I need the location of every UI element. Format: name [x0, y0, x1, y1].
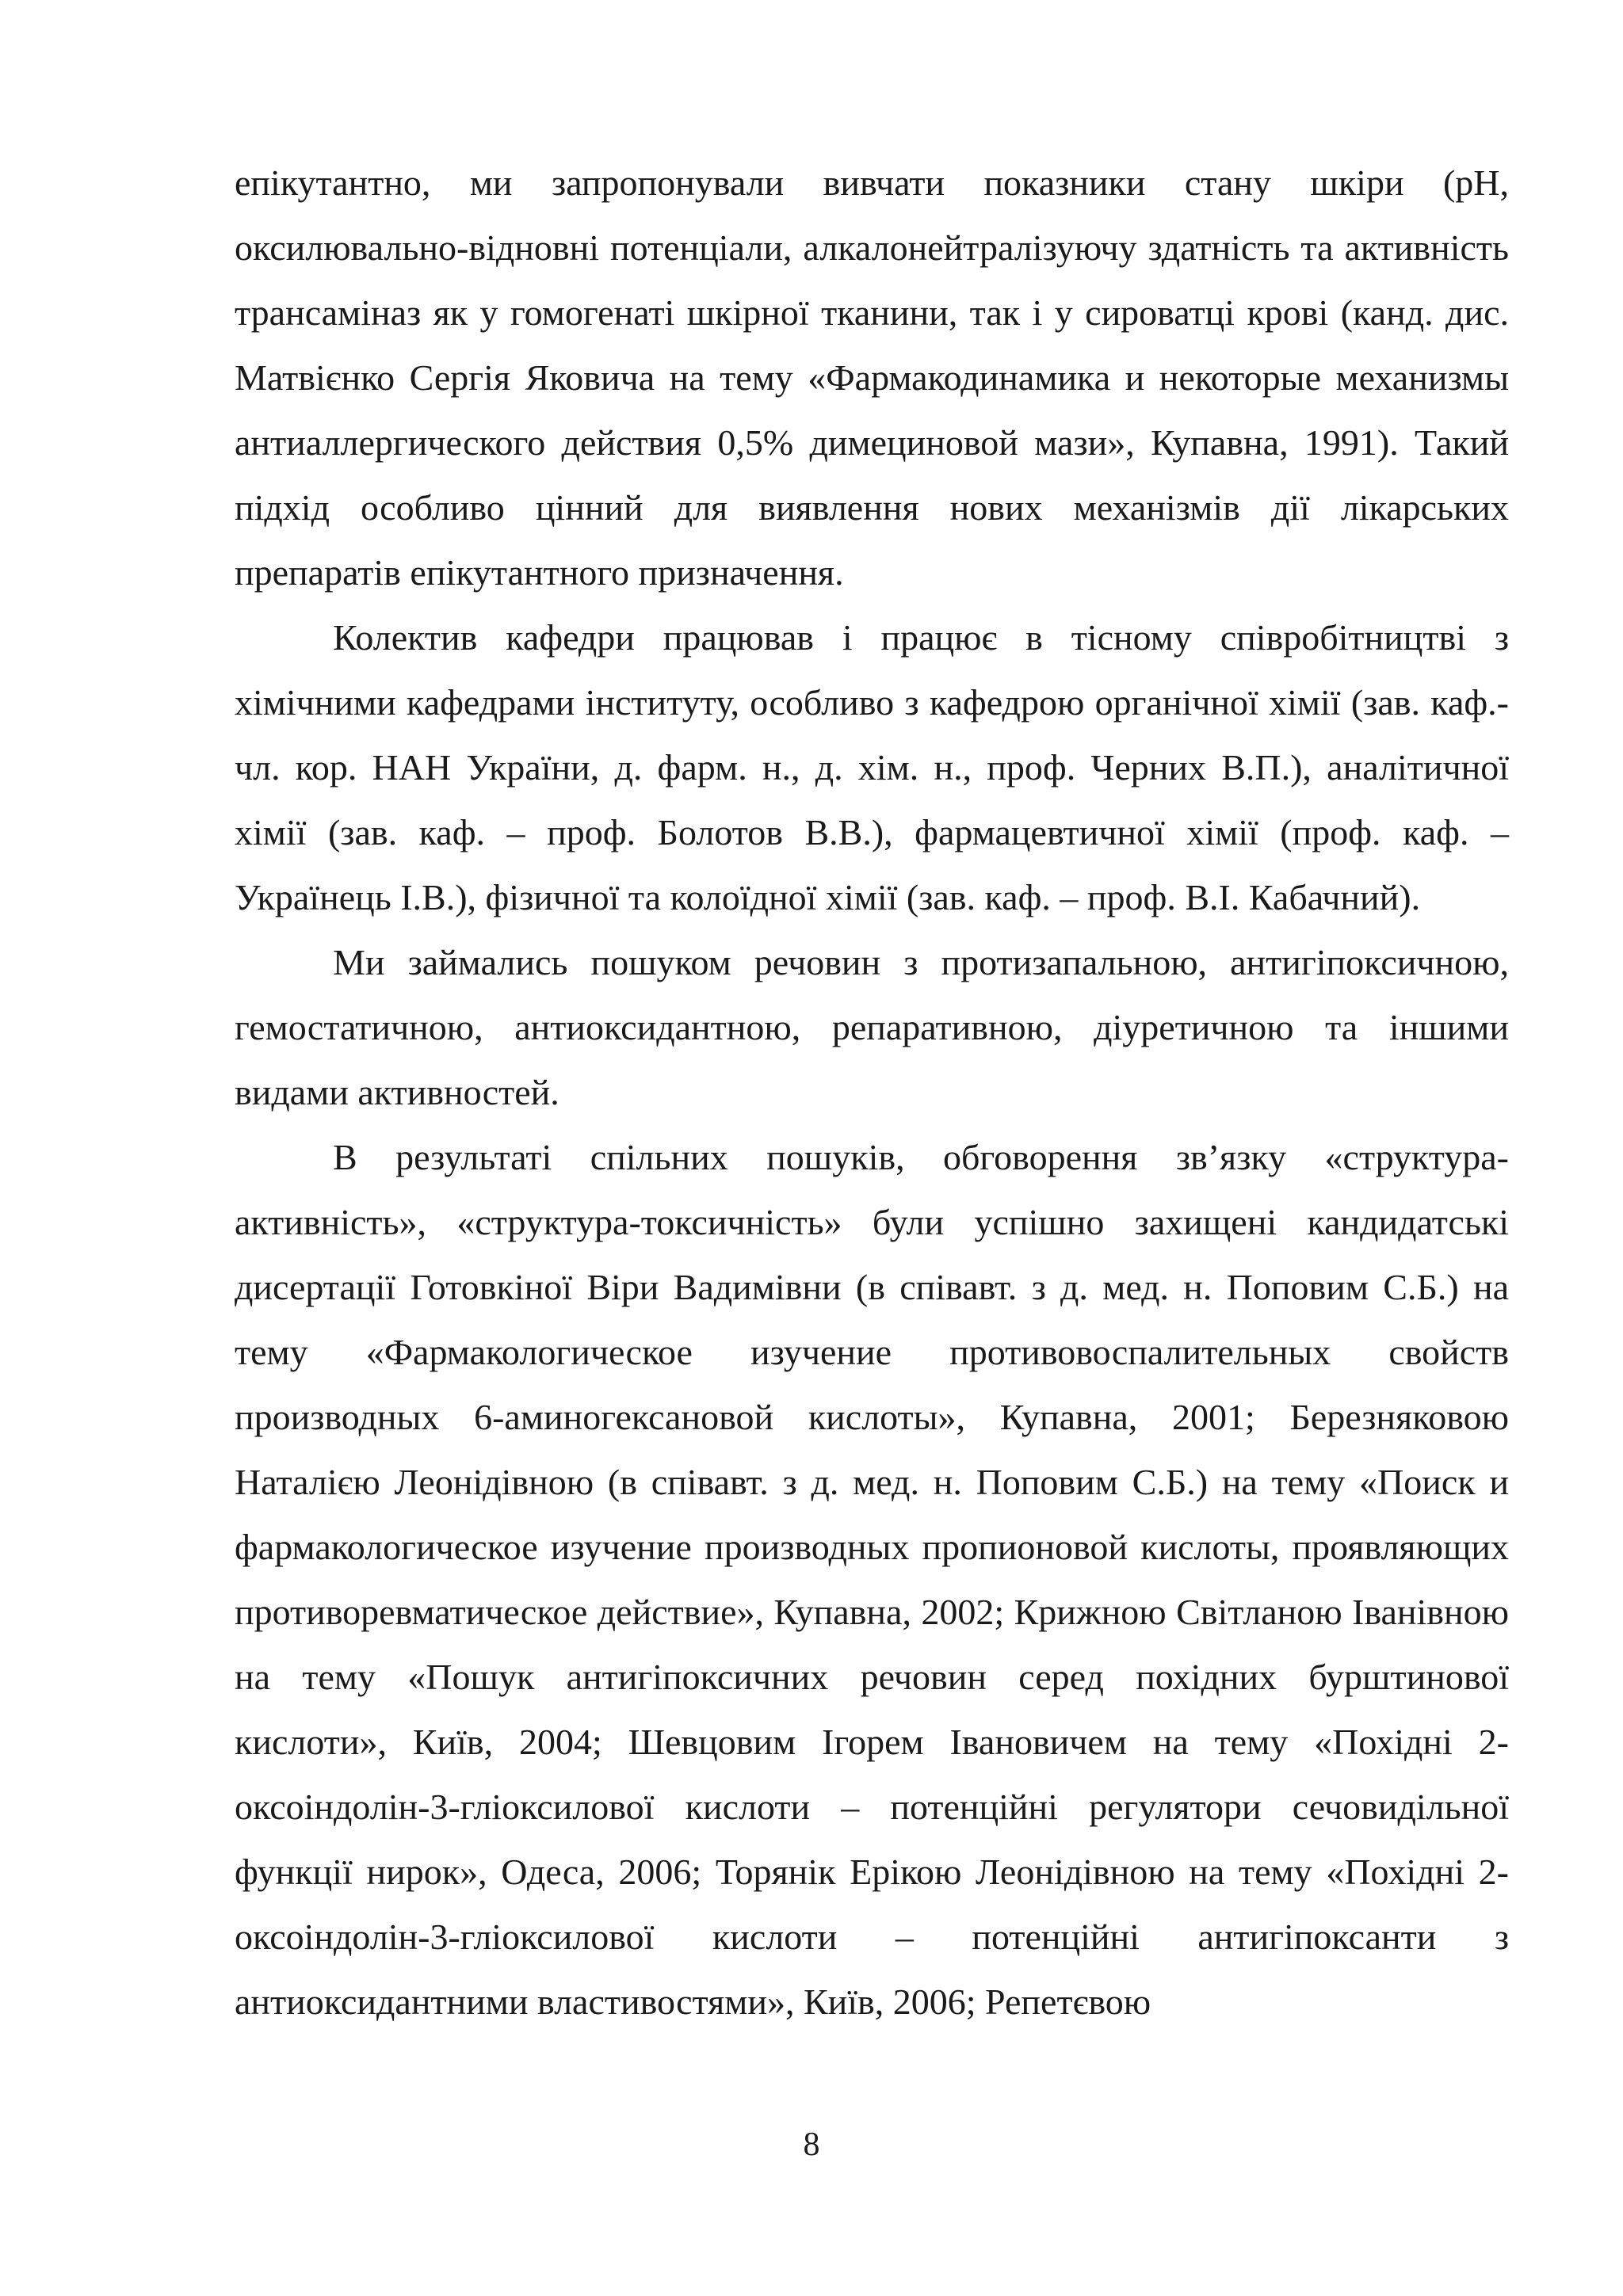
paragraph-continuation: епікутантно, ми запропонували вивчати показники стану шкіри (рН, оксилювально-відновні потенціали, алкалонейтралізуючу здатність та активність трансаміназ як у гомогенаті шкірної тканини, так і у сироватці крові (канд. дис. Матвієнко Сергія Яковича на тему «Фармакодинамика и некоторые механизмы антиаллергического действия 0,5% димециновой мази», Купавна, 1991). Такий підхід особливо цінний для виявлення нових механізмів дії лікарських препаратів епікутантного призначення. — [235, 162, 1509, 593]
page-number: 8 — [803, 2126, 820, 2163]
paragraph-department-collaboration: Колектив кафедри працював і працює в тісному співробітництві з хімічними кафедрами інституту, особливо з кафедрою органічної хімії (зав. каф.-чл. кор. НАН України, д. фарм. н., д. хім. н., проф. Черних В.П.), аналітичної хімії (зав. каф. – проф. Болотов В.В.), фармацевтичної хімії (проф. каф. – Українець І.В.), фізичної та колоїдної хімії (зав. каф. – проф. В.І. Кабачний). — [235, 617, 1509, 917]
paragraph-research-activities: Ми займались пошуком речовин з протизапальною, антигіпоксичною, гемостатичною, антиоксидантною, репаративною, діуретичною та іншими видами активностей. — [235, 942, 1509, 1112]
paragraph-dissertations: В результаті спільних пошуків, обговорення зв’язку «структура-активність», «структура-токсичність» були успішно захищені кандидатські дисертації Готовкіної Віри Вадимівни (в співавт. з д. мед. н. Поповим С.Б.) на тему «Фармакологическое изучение противовоспалительных свойств производных 6-аминогексановой кислоты», Купавна, 2001; Березняковою Наталією Леонідівною (в співавт. з д. мед. н. Поповим С.Б.) на тему «Поиск и фармакологическое изучение производных пропионовой кислоты, проявляющих противоревматическое действие», Купавна, 2002; Крижною Світланою Іванівною на тему «Пошук антигіпоксичних речовин серед похідних бурштинової кислоти», Київ, 2004; Шевцовим Ігорем Івановичем на тему «Похідні 2-оксоіндолін-3-гліоксилової кислоти – потенційні регулятори сечовидільної функції нирок», Одеса, 2006; Торянік Ерікою Леонідівною на тему «Похідні 2-оксоіндолін-3-гліоксилової кислоти – потенційні антигіпоксанти з антиоксидантними властивостями», Київ, 2006; Репетєвою — [235, 1137, 1509, 2022]
body-text — [235, 151, 1509, 2035]
